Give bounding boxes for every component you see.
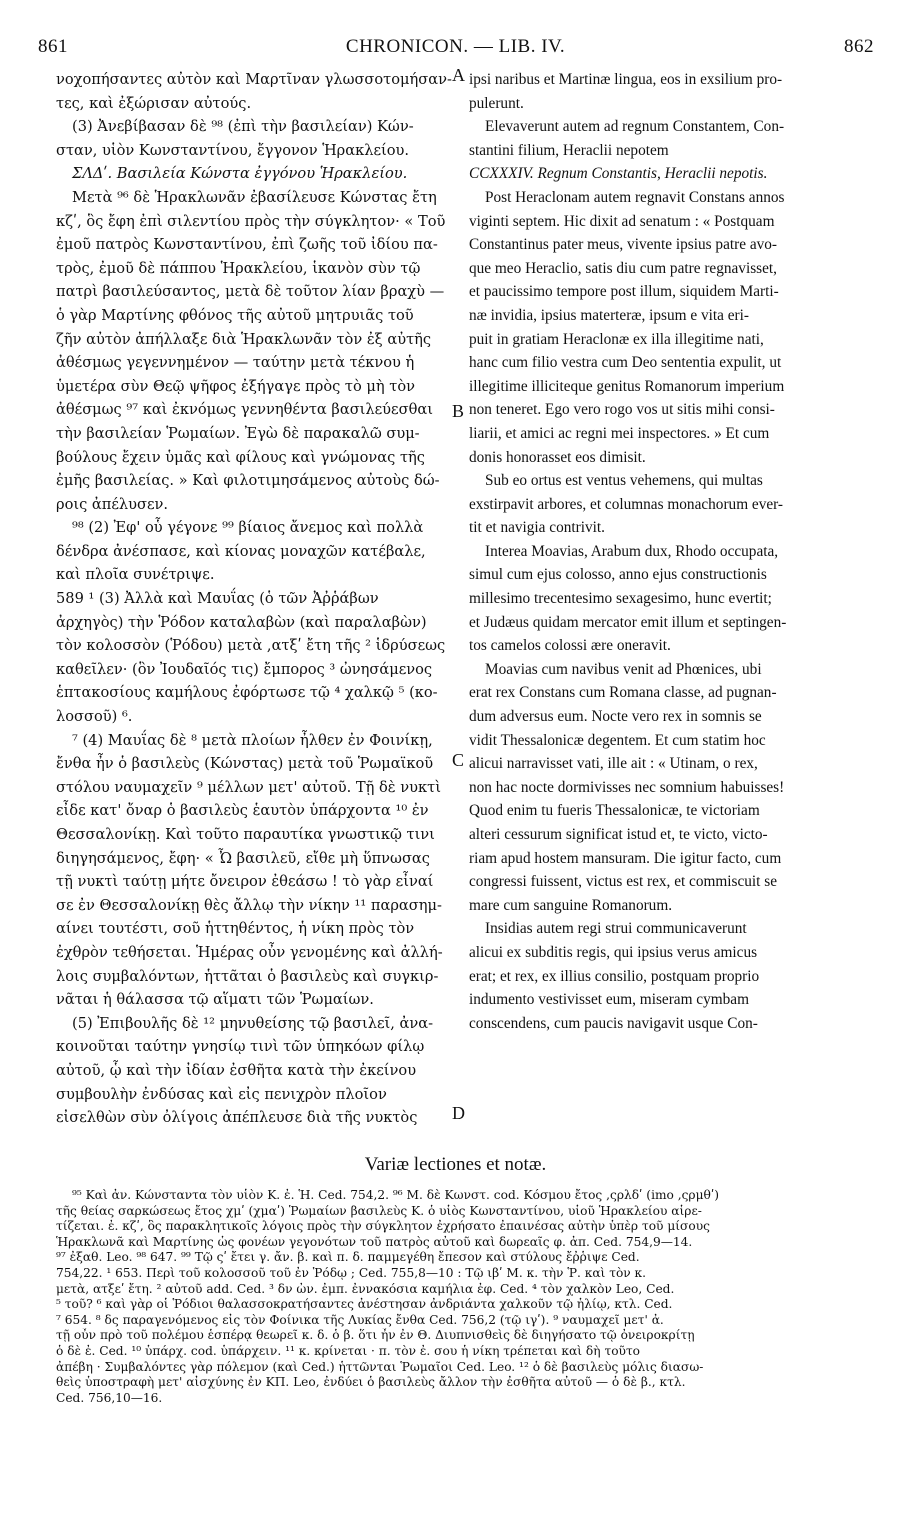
greek-line: τρὸς, ἐμοῦ δὲ πάππου Ἡρακλείου, ἱκανὸν σὺν τῷ (56, 259, 421, 277)
latin-line: puit in gratiam Heraclonæ ex illa illegitime nati, (469, 330, 764, 348)
note-line: θεὶς ὑποστραφὴ μετ' αἰσχύνης ἐν ΚΠ. Leo, ἐνδύει ὁ βασιλεὺς ἄλλον τὴν ἐσθῆτα αὐτοῦ — ὁ δὲ β., κτλ. (56, 1375, 686, 1390)
latin-line: dum adversus eum. Nocte vero rex in somnis se (469, 708, 762, 726)
latin-line: et Judæus quidam mercator emit illum et septingen- (469, 613, 787, 631)
latin-line: alicui ex subditis regis, qui ipsius verus amicus (469, 943, 758, 961)
latin-line: exstirpavit arbores, et columnas monachorum ever- (469, 495, 784, 513)
latin-line: liarii, et amici ac regni mei inspectores. » Et cum (469, 424, 770, 442)
latin-line: stantini filium, Heraclii nepotem (469, 141, 669, 159)
greek-line: πατρὶ βασιλεύσαντος, μετὰ δὲ τοῦτον λίαν βραχὺ — (56, 283, 445, 301)
latin-line: erat rex Constans cum Romana classe, ad pugnan- (469, 684, 777, 702)
greek-line: ἀθέσμως ⁹⁷ καὶ ἐκνόμως γεννηθέντα βασιλεύεσθαι (56, 401, 433, 419)
note-line: ⁹⁵ Καὶ ἀν. Κώνσταντα τὸν υἱὸν Κ. ἐ. Ἡ. Ced. 754,2. ⁹⁶ Μ. δὲ Κωνστ. cod. Κόσμου ἔτος ,ςρλδʹ (imo ,ςρμθʹ) (72, 1188, 720, 1202)
greek-line: ⁹⁸ (2) Ἐφ' οὗ γέγονε ⁹⁹ βίαιος ἄνεμος καὶ πολλὰ (72, 519, 424, 537)
greek-line: στόλου ναυμαχεῖν ⁹ μέλλων μετ' αὐτοῦ. Τῇ δὲ νυκτὶ (56, 778, 441, 796)
greek-line: διηγησάμενος, ἔφη· « Ὦ βασιλεῦ, εἴθε μὴ ὕπνωσας (56, 849, 430, 867)
latin-line: non teneret. Ego vero rogo vos ut sitis mihi consi- (469, 401, 775, 419)
greek-line: ὁ γὰρ Μαρτίνης φθόνος τῆς αὐτοῦ μητρυιᾶς τοῦ (56, 306, 414, 324)
greek-line: ἔνθα ἦν ὁ βασιλεὺς (Κώνστας) μετὰ τοῦ Ῥωμαϊκοῦ (56, 755, 434, 773)
greek-line: αὐτοῦ, ᾧ καὶ τὴν ἰδίαν ἐσθῆτα κατὰ τὴν ἐκείνου (56, 1061, 417, 1079)
note-line: τῇ οὖν πρὸ τοῦ πολέμου ἑσπέρᾳ θεωρεῖ κ. δ. ὁ β. ὅτι ἦν ἐν Θ. Διυπνισθεὶς δὲ διηγήσατο τῷ ὀνειροκρίτῃ (56, 1328, 695, 1343)
greek-line: αίνει τουτέστι, σοῦ ἡττηθέντος, ἡ νίκη πρὸς τὸν (56, 920, 415, 938)
note-line: τῆς θείας σαρκώσεως ἔτος χμʹ (χμαʹ) Ῥωμαίων βασιλεὺς Κ. ὁ υἱὸς Κωνσταντίνου, υἱοῦ Ἡρακλείου αἱρε- (56, 1203, 702, 1218)
note-line: ⁷ 654. ⁸ δς παραγενόμενος εἰς τὸν Φοίνικα τῆς Λυκίας ἔνθα Ced. 756,2 (τῷ ιγʹ). ⁹ ναυμαχεῖ μετ' ἀ. (56, 1312, 664, 1327)
latin-line: CCXXXIV. Regnum Constantis, Heraclii nepotis. (469, 165, 768, 183)
greek-line: ἐμοῦ πατρὸς Κωνσταντίνου, ἐπὶ ζωῆς τοῦ ἰδίου πα- (56, 236, 438, 254)
greek-line: κοινοῦται ταύτην γνησίῳ τινὶ τῶν ὑπηκόων φίλῳ (56, 1038, 425, 1056)
latin-line: pulerunt. (469, 94, 524, 112)
note-line: ⁵ τοῦ? ⁶ καὶ γὰρ οἱ Ῥόδιοι θαλασσοκρατήσαντες ἀνέστησαν ἀνδριάντα χαλκοῦν τῷ ἡλίῳ, κτλ. Ced. (56, 1297, 673, 1312)
latin-line: indumento vestivisset eum, miseram cymbam (469, 991, 749, 1009)
latin-line: Insidias autem regi strui communicaverunt (485, 920, 747, 938)
latin-line: et paucissimo tempore post illum, siquidem Marti- (469, 283, 779, 301)
latin-text-column (469, 68, 874, 1035)
greek-line: τες, καὶ ἐξώρισαν αὐτούς. (56, 94, 252, 112)
greek-line: νοχοπήσαντες αὐτὸν καὶ Μαρτῖναν γλωσσοτομήσαν- (56, 71, 452, 88)
latin-line: simul cum ejus colosso, anno ejus constructionis (469, 566, 767, 584)
greek-line: σταν, υἱὸν Κωνσταντίνου, ἔγγονον Ἡρακλείου. (56, 141, 410, 159)
greek-line: λοσσοῦ) ⁶. (56, 708, 133, 726)
greek-line: ζῆν αὐτὸν ἀπήλλαξε διὰ Ἡρακλωνᾶν τὸν ἐξ αὐτῆς (56, 330, 432, 348)
greek-line: νᾶται ἡ θάλασσα τῷ αἵματι τῶν Ῥωμαίων. (56, 991, 374, 1009)
greek-line: ἀρχηγὸς) τὴν Ῥόδον καταλαβὼν (καὶ παραλαβὼν) (56, 613, 427, 631)
latin-line: non hac nocte dormivisses nec somnium habuisses! (469, 778, 785, 796)
greek-line: (3) Ἀνεβίβασαν δὲ ⁹⁸ (ἐπὶ τὴν βασιλείαν) Κών- (72, 118, 414, 136)
latin-line: Constantinus pater meus, vivente ipsius patre avo- (469, 236, 777, 254)
greek-line: συμβουλὴν ἐνδύσας καὶ εἰς πενιχρὸν πλοῖον (56, 1085, 387, 1103)
latin-line: viginti septem. Hic dixit ad senatum : « Postquam (469, 212, 775, 230)
greek-line: ἀθέσμως γεγεννημένον — ταύτην μετὰ τέκνου ἡ (56, 354, 415, 372)
latin-line: Moavias cum navibus venit ad Phœnices, ubi (485, 660, 762, 678)
latin-line: mare cum sanguine Romanorum. (469, 896, 673, 914)
margin-letter-a: A (452, 65, 465, 85)
greek-line: (5) Ἐπιβουλῆς δὲ ¹² μηνυθείσης τῷ βασιλεῖ, ἀνα- (72, 1014, 434, 1032)
latin-line: alicui narravisset vati, ille ait : « Utinam, o rex, (469, 755, 758, 773)
latin-line: riam apud hostem mansuram. Die igitur facto, cum (469, 849, 782, 867)
margin-letter-c: C (452, 750, 465, 770)
greek-text-column (56, 68, 456, 1130)
latin-line: tos camelos colossi ære oneravit. (469, 637, 671, 655)
note-line: 754,22. ¹ 653. Περὶ τοῦ κολοσσοῦ τοῦ ἐν Ῥόδῳ ; Ced. 755,8—10 : Τῷ ιβʹ Μ. κ. τὴν Ῥ. καὶ τὸν κ. (56, 1265, 647, 1280)
greek-line: εἰσελθὼν σὺν ὀλίγοις ἀπέπλευσε διὰ τῆς νυκτὸς (56, 1109, 418, 1127)
latin-line: Elevaverunt autem ad regnum Constantem, Con- (485, 118, 785, 136)
greek-line: ΣΛΔʹ. Βασιλεία Κώνστα ἐγγόνου Ἡρακλείου. (72, 165, 408, 183)
note-line: τίζεται. ἐ. κζʹ, ὃς παρακλητικοῖς λόγοις πρὸς τὴν σύγκλητον ἐχρήσατο ἐπαινέσας αὐτὴν ὑπὲρ τοῦ μίσους (56, 1219, 710, 1234)
greek-line: ὑμετέρα σὺν Θεῷ ψῆφος ἐξήγαγε πρὸς τὸ μὴ τὸν (56, 377, 416, 395)
latin-line: illegitime illiciteque genitus Romanorum imperium (469, 377, 785, 395)
greek-line: καθεῖλεν· (ὃν Ἰουδαῖός τις) ἔμπορος ³ ὠνησάμενος (56, 660, 433, 678)
variant-notes (56, 1188, 876, 1406)
greek-line: ἐμῆς βασιλείας. » Καὶ φιλοτιμησάμενος αὐτοὺς δώ- (56, 472, 440, 490)
note-line: Ced. 756,10—16. (56, 1390, 163, 1405)
greek-line: δένδρα ἀνέσπασε, καὶ κίονας μοναχῶν κατέβαλε, (56, 542, 426, 560)
note-line: ἀπέβη · Συμβαλόντες γὰρ πόλεμον (καὶ Ced.) ἡττῶνται Ῥωμαῖοι Ced. Leo. ¹² ὁ δὲ βασιλεὺς μόλις διασω- (56, 1359, 704, 1374)
latin-line: alteri cessurum significat istud et, te victo, victo- (469, 826, 768, 843)
greek-line: τὴν βασιλείαν Ῥωμαίων. Ἐγὼ δὲ παρακαλῶ συμ- (56, 424, 420, 442)
latin-line: hanc cum filio vestra cum Deo sententia expulit, ut (469, 354, 782, 372)
greek-line: ⁷ (4) Μαυΐας δὲ ⁸ μετὰ πλοίων ἦλθεν ἐν Φοινίκῃ, (72, 731, 433, 749)
greek-line: τὸν κολοσσὸν (Ῥόδου) μετὰ ,ατξʹ ἔτη τῆς ² ἱδρύσεως (56, 637, 446, 655)
page-number-right: 862 (844, 36, 874, 57)
note-line: ὁ δὲ ἐ. Ced. ¹⁰ ὑπάρχ. cod. ὑπάρχειν. ¹¹ κ. κρίνεται · π. τὸν ἐ. σου ἡ νίκη τρέπεται καὶ δὴ τοῦτο (56, 1343, 641, 1358)
greek-line: καὶ πλοῖα συνέτριψε. (56, 566, 215, 584)
greek-line: Θεσσαλονίκῃ. Καὶ τοῦτο παραυτίκα γνωστικῷ τινι (56, 826, 435, 843)
latin-line: Interea Moavias, Arabum dux, Rhodo occupata, (485, 542, 779, 560)
greek-line: ροις ἀπέλυσεν. (56, 495, 169, 513)
latin-line: Sub eo ortus est ventus vehemens, qui multas (485, 472, 763, 490)
latin-line: næ invidia, ipsius materteræ, ipsum e vita eri- (469, 306, 749, 324)
notes-heading: Variæ lectiones et notæ. (364, 1154, 547, 1175)
greek-line: 589 ¹ (3) Ἀλλὰ καὶ Μαυΐας (ὁ τῶν Ἀῤῥάβων (56, 590, 379, 608)
greek-line: ἑπτακοσίους καμήλους ἐφόρτωσε τῷ ⁴ χαλκῷ ⁵ (κο- (56, 684, 438, 702)
latin-line: conscendens, cum paucis navigavit usque Con- (469, 1014, 758, 1032)
greek-line: βούλους ἔχειν ὑμᾶς καὶ φίλους καὶ γνώμονας τῆς (56, 448, 425, 466)
latin-line: Quod enim tu fueris Thessalonicæ, te victoriam (469, 802, 760, 820)
running-title: CHRONICON. — LIB. IV. (345, 36, 566, 57)
margin-letter-d: D (452, 1103, 465, 1123)
latin-line: congressi fuissent, victus est rex, et commiscuit se (469, 873, 777, 891)
latin-line: donis honorasset eos dimisit. (469, 448, 646, 466)
latin-line: que meo Heraclio, satis diu cum patre regnavisset, (469, 259, 777, 277)
greek-line: λοις συμβαλόντων, ἡττᾶται ὁ βασιλεὺς καὶ συγκιρ- (56, 967, 439, 985)
greek-line: τῇ νυκτὶ ταύτῃ μήτε ὄνειρον ἐθεάσω ! τὸ γὰρ εἶναί (56, 873, 434, 891)
greek-line: σε ἐν Θεσσαλονίκῃ θὲς ἄλλῳ τὴν νίκην ¹¹ παρασημ- (56, 896, 442, 914)
latin-line: Post Heraclonam autem regnavit Constans annos (485, 188, 785, 206)
page-number-left: 861 (38, 36, 68, 57)
greek-line: κζʹ, ὃς ἔφη ἐπὶ σιλεντίου πρὸς τὴν σύγκλητον· « Τοῦ (56, 212, 446, 230)
latin-line: ipsi naribus et Martinæ lingua, eos in exsilium pro- (469, 71, 783, 88)
note-line: Ἡρακλωνᾶ καὶ Μαρτίνης ὡς φονέων γεγονότων τοῦ πατρὸς αὐτοῦ καὶ δωρεαῖς φ. ἀπ. Ced. 754,9—14. (56, 1234, 693, 1249)
latin-line: millesimo trecentesimo sexagesimo, hunc evertit; (469, 590, 772, 608)
note-line: ⁹⁷ ἐξαθ. Leo. ⁹⁸ 647. ⁹⁹ Τῷ ςʹ ἔτει γ. ἄν. β. καὶ π. δ. παμμεγέθη ἔπεσον καὶ στύλους ἔῤῥιψε Ced. (56, 1250, 640, 1265)
margin-letter-b: B (452, 401, 465, 421)
note-line: μετὰ, ατξεʹ ἔτη. ² αὐτοῦ add. Ced. ³ δν ὠν. ἐμπ. ἐννακόσια καμήλια ἐφ. Ced. ⁴ τὸν χαλκὸν Leo, Ced. (56, 1281, 675, 1296)
latin-line: vidit Thessalonicæ degentem. Et cum statim hoc (469, 731, 766, 749)
latin-line: erat; et rex, ex illius consilio, postquam proprio (469, 967, 760, 985)
greek-line: Μετὰ ⁹⁶ δὲ Ἡρακλωνᾶν ἐβασίλευσε Κώνστας ἔτη (72, 188, 437, 206)
greek-line: ἐχθρὸν τεθήσεται. Ἡμέρας οὖν γενομένης καὶ ἀλλή- (56, 943, 443, 961)
latin-line: tit et navigia contrivit. (469, 519, 605, 537)
greek-line: εἶδε κατ' ὄναρ ὁ βασιλεὺς ἑαυτὸν ὑπάρχοντα ¹⁰ ἐν (56, 802, 429, 820)
